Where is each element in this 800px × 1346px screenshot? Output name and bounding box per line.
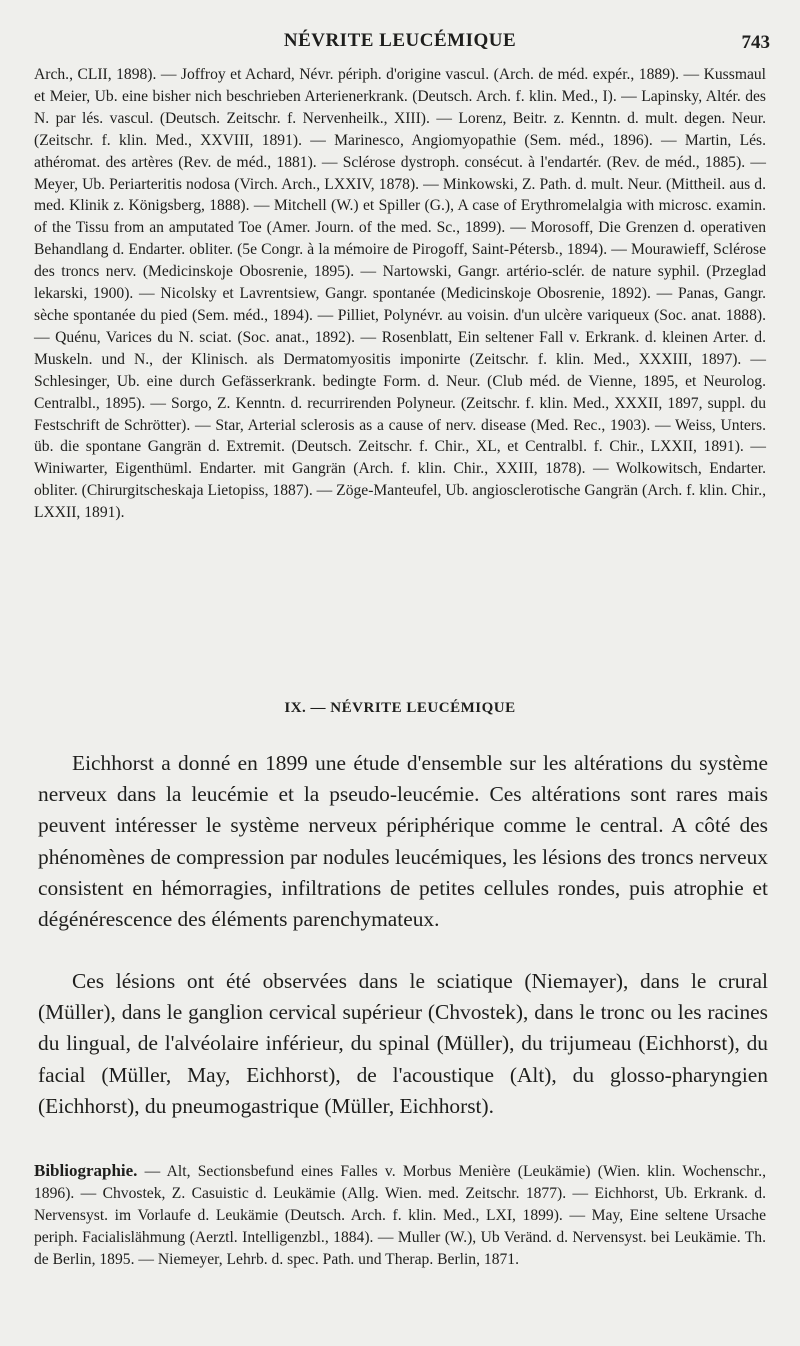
- page-number: 743: [741, 32, 770, 53]
- bottom-bibliography: [34, 1160, 766, 1271]
- top-bibliography: Arch., CLII, 1898). — Joffroy et Achard, Névr. périph. d'origine vascul. (Arch. de méd. expér., 1889). — Kussmaul et Meier, Ub. eine bisher nich beschrieben Arterienerkrank. (Deutsch. Arch. f. klin. Med., I). — Lapinsky, Altér. des N. par lés. vascul. (Deutsch. Zeitschr. f. Nervenheilk., XIII). — Lorenz, Beitr. z. Kenntn. d. mult. degen. Neur. (Zeitschr. f. klin. Med., XXVIII, 1891). — Marinesco, Angiomyopathie (Sem. méd., 1896). — Martin, Lés. athéromat. des artères (Rev. de méd., 1881). — Sclérose dystroph. consécut. à l'endartér. (Rev. de méd., 1885). — Meyer, Ub. Periarteritis nodosa (Virch. Arch., LXXIV, 1878). — Minkowski, Z. Path. d. mult. Neur. (Mittheil. aus d. med. Klinik z. Königsberg, 1888). — Mitchell (W.) et Spiller (G.), A case of Erythromelalgia with microsc. examin. of the Tissu from an amputated Toe (Amer. Journ. of the med. Sc., 1899). — Morosoff, Die Grenzen d. operativen Behandlang d. Endarter. obliter. (5e Congr. à la mémoire de Pirogoff, Saint-Pétersb., 1894). — Mourawieff, Sclérose des troncs nerv. (Medicinskoje Obosrenie, 1895). — Nartowski, Gangr. artério-sclér. de nature syphil. (Przeglad lekarski, 1900). — Nicolsky et Lavrentsiew, Gangr. spontanée (Medicinskoje Obosrenie, 1892). — Panas, Gangr. sèche spontanée du pied (Sem. méd., 1894). — Pilliet, Polynévr. au voisin. d'un ulcère variqueux (Soc. anat. 1888). — Quénu, Varices du N. sciat. (Soc. anat., 1892). — Rosenblatt, Ein seltener Fall v. Erkrank. d. kleinen Arter. d. Muskeln. und N., der Klinisch. als Dermatomyositis imponirte (Zeitschr. f. klin. Med., XXXIII, 1897). — Schlesinger, Ub. eine durch Gefässerkrank. bedingte Form. d. Neur. (Club méd. de Vienne, 1895, et Neurolog. Centralbl., 1895). — Sorgo, Z. Kenntn. d. recurrirenden Polyneur. (Zeitschr. f. klin. Med., XXXII, 1897, suppl. du Festschrift de Schrötter). — Star, Arterial sclerosis as a cause of nerv. disease (Med. Rec., 1903). — Weiss, Unters. üb. die spontane Gangrän d. Extremit. (Deutsch. Zeitschr. f. Chir., XL, et Centralbl. f. Chir., LXXII, 1891). — Winiwarter, Eigenthüml. Endarter. mit Gangrän (Arch. f. klin. Chir., XXIII, 1878). — Wolkowitsch, Endarter. obliter. (Chirurgitscheskaja Lietopiss, 1887). — Zöge-Manteufel, Ub. angiosclerotische Gangrän (Arch. f. klin. Chir., LXXII, 1891).: [34, 66, 766, 522]
- bibliography-label: Bibliographie.: [34, 1161, 138, 1180]
- body-paragraph-1: [38, 748, 768, 935]
- section-heading: IX. — NÉVRITE LEUCÉMIQUE: [284, 700, 516, 716]
- body-paragraph-2: [38, 966, 768, 1122]
- bibliography-text: — Alt, Sectionsbefund eines Falles v. Morbus Menière (Leukämie) (Wien. klin. Wochenschr., 1896). — Chvostek, Z. Casuistic d. Leukämie (Allg. Wien. med. Zeitschr. 1877). — Eichhorst, Ub. Erkrank. d. Nervensyst. im Vorlaufe d. Leukämie (Deutsch. Arch. f. klin. Med., LXI, 1899). — May, Eine seltene Ursache periph. Facialislähmung (Aerztl. Intelligenzbl., 1884). — Muller (W.), Ub Veränd. d. Nervensyst. bei Leukämie. Th. de Berlin, 1895. — Niemeyer, Lehrb. d. spec. Path. und Therap. Berlin, 1871.: [34, 1163, 766, 1268]
- running-head: [30, 30, 770, 56]
- running-title: NÉVRITE LEUCÉMIQUE: [283, 30, 517, 51]
- paragraph-text: Eichhorst a donné en 1899 une étude d'ensemble sur les altérations du système nerveux dans la leucémie et la pseudo-leucémie. Ces altérations sont rares mais peuvent intéresser le système nerveux périphérique comme le central. A côté des phénomènes de compression par nodules leucémiques, les lésions des troncs nerveux consistent en hémorragies, infiltrations de petites cellules rondes, puis atrophie et dégénérescence des éléments parenchymateux.: [38, 751, 768, 932]
- paragraph-text: Ces lésions ont été observées dans le sciatique (Niemayer), dans le crural (Müller), dans le ganglion cervical supérieur (Chvostek), dans le tronc ou les racines du lingual, de l'alvéolaire inférieur, du spinal (Müller), du trijumeau (Eichhorst), du facial (Müller, May, Eichhorst), de l'acoustique (Alt), du glosso-pharyngien (Eichhorst), du pneumogastrique (Müller, Eichhorst).: [38, 969, 768, 1118]
